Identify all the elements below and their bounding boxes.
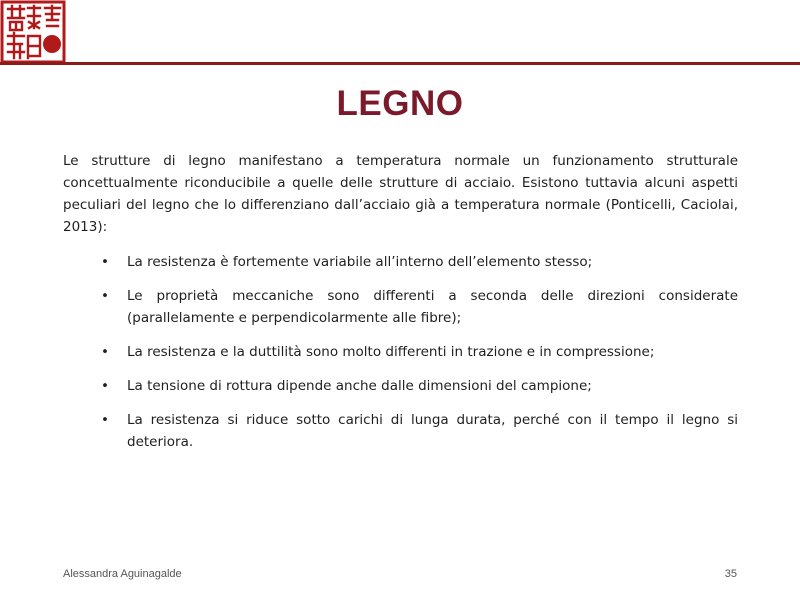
footer-author: Alessandra Aguinagalde [63,568,182,580]
slide-title: LEGNO [336,84,464,123]
intro-paragraph: Le strutture di legno manifestano a temperatura normale un funzionamento strutturale concettualmente riconducibile a quelle delle strutture di acciaio. Esistono tuttavia alcuni aspetti peculiari del legno che lo differenziano dall’acciaio già a temperatura normale (Ponticelli, Caciolai, 2013): [63,153,738,235]
bullet-item [63,341,738,363]
header-rule [0,62,800,65]
footer-page-number: 35 [724,568,737,580]
bullet-item [63,409,738,453]
bullet-list [63,251,738,453]
bullet-item [63,285,738,329]
bullet-icon: • [101,378,109,394]
bullet-text: La resistenza è fortemente variabile all’interno dell’elemento stesso; [127,254,593,270]
bullet-text: La resistenza si riduce sotto carichi di lunga durata, perché con il tempo il legno si deteriora. [127,412,738,450]
slide-content [63,150,738,465]
bullet-icon: • [101,344,109,360]
bullet-item [63,375,738,397]
bullet-icon: • [101,254,109,270]
seal-stamp-logo-icon [0,0,66,64]
bullet-text: La resistenza e la duttilità sono molto differenti in trazione e in compressione; [127,344,655,360]
bullet-icon: • [101,412,109,428]
bullet-icon: • [101,288,109,304]
bullet-text: Le proprietà meccaniche sono differenti a seconda delle direzioni considerate (parallelamente e perpendicolarmente alle fibre); [127,288,738,326]
bullet-text: La tensione di rottura dipende anche dalle dimensioni del campione; [127,378,592,394]
bullet-item [63,251,738,273]
